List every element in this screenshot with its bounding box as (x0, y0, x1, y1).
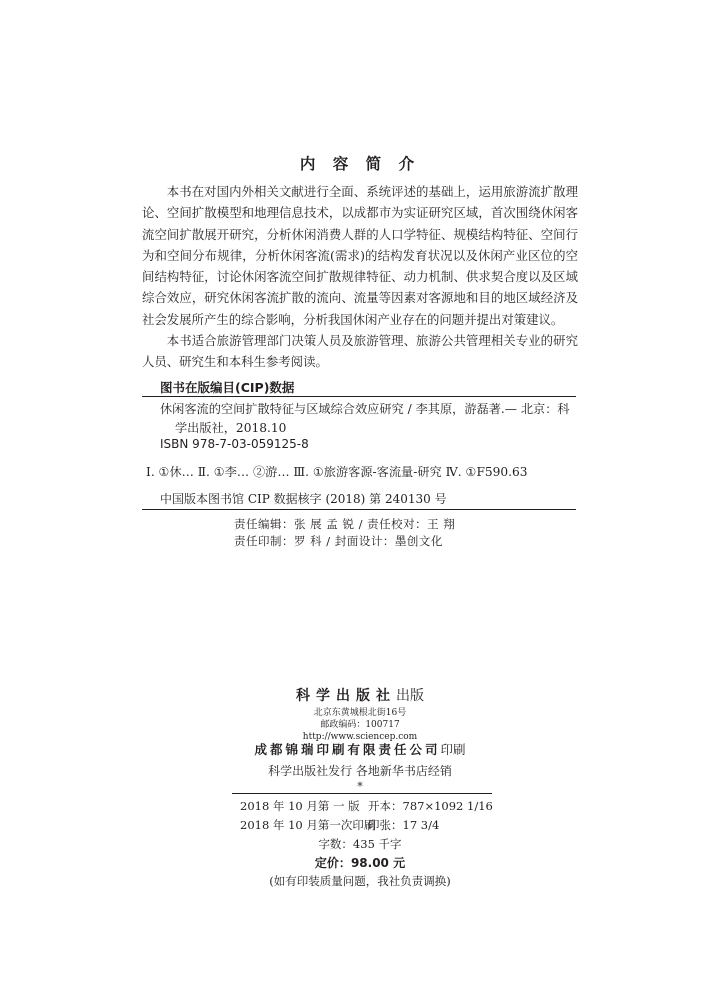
edition-row (240, 817, 500, 833)
distribution-line: 科学出版社发行 各地新华书店经销 (268, 764, 452, 778)
intro-text (142, 181, 578, 373)
edition-row (240, 798, 500, 814)
cip-top-rule (142, 396, 576, 397)
publisher-website: http://www.sciencep.com (302, 732, 418, 742)
intro-paragraph: 本书在对国内外相关文献进行全面、系统评述的基础上，运用旅游流扩散理论、空间扩散模型和地理信息技术，以成都市为实证研究区域，首次围绕休闲客流空间扩散展开研究，分析休闲消费人群的人口学特征、规模结构特征、空间行为和空间分布规律，分析休闲客流(需求)的结构发育状况以及休闲产业区位的空间结构特征，讨论休闲客流空间扩散规律特征、动力机制、供求契合度以及区域综合效应，研究休闲客流扩散的流向、流量等因素对客源地和目的地区域经济及社会发展所产生的综合影响，分析我国休闲产业存在的问题并提出对策建议。 (142, 184, 578, 327)
edition-date: 2018 年 10 月第 一 版 (240, 799, 360, 813)
printing-date: 2018 年 10 月第一次印刷 (240, 818, 376, 832)
edition-rule (232, 793, 492, 794)
printer-name: 成都锦瑞印刷有限责任公司 (254, 742, 441, 757)
publisher-address (0, 707, 720, 743)
printer-suffix: 印刷 (440, 742, 466, 757)
price-label: 定价： (314, 856, 351, 870)
cip-isbn: ISBN 978-7-03-059125-8 (160, 437, 309, 451)
cip-record-number: 中国版本图书馆 CIP 数据核字 (2018) 第 240130 号 (160, 492, 447, 506)
cip-subjects: Ⅰ. ①休… Ⅱ. ①李… ②游… Ⅲ. ①旅游客源-客流量-研究 Ⅳ. ①F590.63 (146, 465, 528, 479)
intro-title: 内 容 简 介 (299, 155, 421, 173)
printer-line (0, 740, 720, 758)
publisher-line (0, 685, 720, 705)
sheet-count: 印张：17 3/4 (368, 818, 440, 832)
quality-note: (如有印装质量问题，我社负责调换) (269, 874, 451, 888)
intro-paragraph: 本书适合旅游管理部门决策人员及旅游管理、旅游公共管理相关专业的研究人员、研究生和本科生参考阅读。 (142, 333, 578, 370)
word-count: 字数：435 千字 (318, 837, 402, 851)
postal-code: 邮政编码：100717 (320, 720, 400, 730)
cip-bottom-rule (142, 509, 576, 510)
format-size: 开本：787×1092 1/16 (368, 799, 493, 813)
staff-production: 责任印制：罗 科 / 封面设计：墨创文化 (234, 534, 443, 548)
publisher-suffix: 出版 (396, 688, 424, 704)
staff-editors: 责任编辑：张 展 孟 锐 / 责任校对：王 翔 (234, 517, 456, 531)
price-line (0, 854, 720, 871)
separator-star: * (357, 780, 363, 793)
cip-description: 休闲客流的空间扩散特征与区域综合效应研究 / 李其原，游磊著.— 北京：科学出版社，2018.10 (160, 402, 570, 435)
price-value: 98.00 元 (350, 856, 406, 870)
cip-heading: 图书在版编目(CIP)数据 (160, 380, 295, 395)
address-line: 北京东黄城根北街16号 (313, 708, 407, 718)
publisher-name: 科学出版社 (296, 688, 396, 704)
